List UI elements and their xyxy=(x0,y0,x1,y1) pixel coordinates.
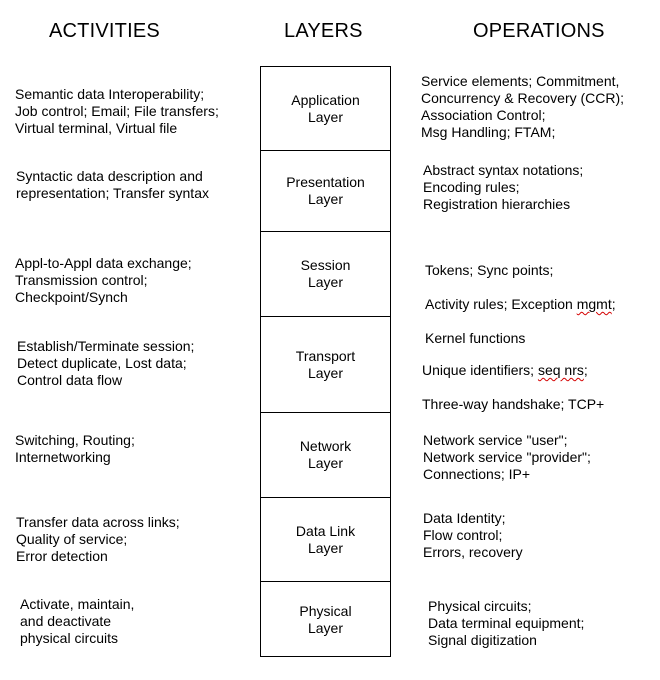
network-layer: Network Layer xyxy=(261,413,390,498)
application-layer: Application Layer xyxy=(261,67,390,151)
operations-session-line-2 xyxy=(425,296,616,313)
operations-datalink: Data Identity; Flow control; Errors, recovery xyxy=(423,510,523,560)
activities-application: Semantic data Interoperability; Job control; Email; File transfers; Virtual terminal, Virtual file xyxy=(15,86,219,136)
operations-transport-line-1 xyxy=(422,362,604,379)
activities-datalink: Transfer data across links; Quality of service; Error detection xyxy=(16,514,180,564)
operations-network: Network service "user"; Network service "provider"; Connections; IP+ xyxy=(423,432,591,482)
operations-presentation: Abstract syntax notations; Encoding rules; Registration hierarchies xyxy=(423,162,584,212)
activities-physical: Activate, maintain, and deactivate physical circuits xyxy=(20,596,135,646)
layers-header: LAYERS xyxy=(284,20,363,42)
operations-session-line-2-text: Activity rules; Exception xyxy=(425,296,577,312)
spellcheck-flagged-word: mgmt xyxy=(576,296,612,312)
operations-session-line-1: Tokens; Sync points; xyxy=(425,262,554,278)
activities-header: ACTIVITIES xyxy=(49,20,160,42)
operations-transport xyxy=(422,345,604,430)
operations-session-line-3: Kernel functions xyxy=(425,330,526,346)
osi-layer-stack xyxy=(260,66,391,657)
physical-layer: Physical Layer xyxy=(299,603,352,636)
operations-physical: Physical circuits; Data terminal equipment; Signal digitization xyxy=(428,598,585,648)
activities-network: Switching, Routing; Internetworking xyxy=(15,432,135,465)
activities-session: Appl-to-Appl data exchange; Transmission control; Checkpoint/Synch xyxy=(15,255,192,305)
session-layer: Session Layer xyxy=(261,232,390,317)
operations-session-line-2-end: ; xyxy=(611,296,616,312)
data-link-layer: Data Link Layer xyxy=(261,498,390,582)
activities-transport: Establish/Terminate session; Detect duplicate, Lost data; Control data flow xyxy=(17,338,195,388)
operations-transport-line-1-end: ; xyxy=(583,362,588,378)
presentation-layer: Presentation Layer xyxy=(261,151,390,232)
operations-transport-line-1-text: Unique identifiers; xyxy=(422,362,538,378)
operations-transport-line-2: Three-way handshake; TCP+ xyxy=(422,396,605,412)
operations-application: Service elements; Commitment, Concurrency & Recovery (CCR); Association Control; Msg Handling; FTAM; xyxy=(421,73,625,140)
activities-presentation: Syntactic data description and representation; Transfer syntax xyxy=(16,168,209,201)
spellcheck-flagged-word: seq nrs xyxy=(537,362,584,378)
transport-layer: Transport Layer xyxy=(261,317,390,413)
operations-header: OPERATIONS xyxy=(473,20,605,42)
